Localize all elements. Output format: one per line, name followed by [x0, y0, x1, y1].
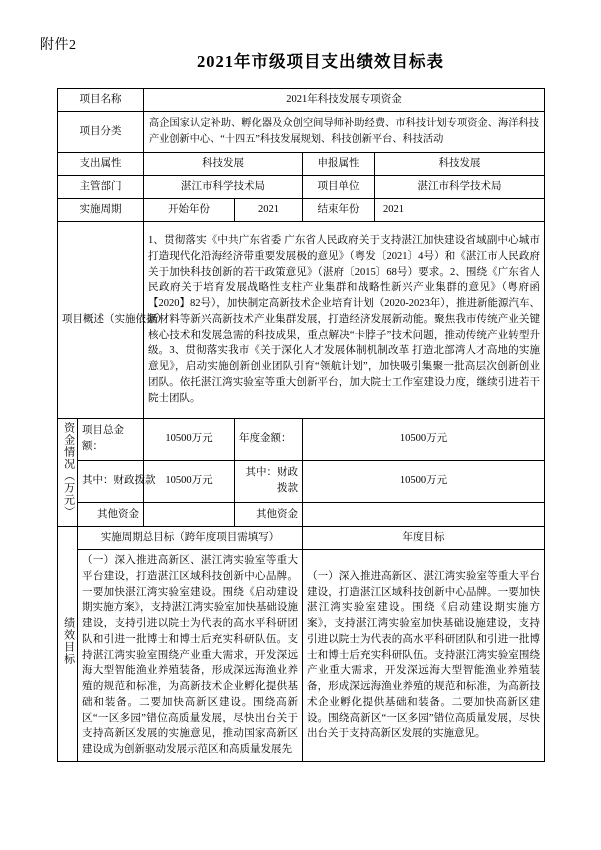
fiscal-allocation-label-right: 其中：财政拨款 — [235, 460, 303, 502]
period-total-goal-header: 实施周期总目标（跨年度项目需填写） — [78, 527, 303, 550]
other-funds-value-right — [303, 502, 545, 527]
start-year-value: 2021 — [235, 198, 303, 221]
other-funds-label-left: 其他资金 — [78, 502, 144, 527]
period-total-goal-value: （一）深入推进高新区、湛江湾实验室等重大平台建设，打造湛江区域科技创新中心品牌。一要加快湛江湾实验室建设。围绕《启动建设期实施方案》，支持湛江湾实验室加快基础设施建设，支持引进以院士为代表的高水平科研团队和引进一批博士和博士后充实科研队伍。支持湛江湾实验室围绕产业重大需求，开发深远海大型智能渔业养殖装备，形成深远海渔业养殖的规范和标准，为高新技术企业孵化提供基础和装备。二要加快高新区建设。围绕高新区“一区多园”错位高质量发展，尽快出台关于支持高新区发展的实施意见，推动国家高新区建设成为创新驱动发展示范区和高质量发展先 — [78, 550, 303, 762]
other-funds-value-left — [144, 502, 235, 527]
table-row-other-funds — [58, 502, 545, 527]
total-amount-label: 项目总金额： — [78, 418, 144, 460]
other-funds-label-right: 其他资金 — [235, 502, 303, 527]
project-category-value: 高企国家认定补助、孵化器及众创空间导师补助经费、市科技计划专项资金、海洋科技产业创新中心、“十四五”科技发展规划、科技创新平台、科技活动 — [144, 111, 545, 153]
page-title: 2021年市级项目支出绩效目标表 — [197, 52, 444, 71]
table-row-expenditure-attribute — [58, 153, 545, 176]
total-amount-value: 10500万元 — [144, 418, 235, 460]
fiscal-allocation-value-right: 10500万元 — [303, 460, 545, 502]
performance-side-label: 绩效目标 — [58, 527, 78, 762]
performance-target-table — [57, 88, 545, 762]
annual-amount-value: 10500万元 — [303, 418, 545, 460]
start-year-label: 开始年份 — [144, 198, 235, 221]
implementation-period-label: 实施周期 — [58, 198, 144, 221]
competent-department-value: 湛江市科学技术局 — [144, 176, 303, 199]
project-overview-label: 项目概述（实施依据） — [58, 221, 144, 418]
annual-goal-header: 年度目标 — [303, 527, 545, 550]
project-unit-value: 湛江市科学技术局 — [375, 176, 545, 199]
expenditure-attribute-label: 支出属性 — [58, 153, 144, 176]
end-year-value: 2021 — [375, 198, 545, 221]
fiscal-allocation-value-left: 10500万元 — [144, 460, 235, 502]
table-row-project-name — [58, 89, 545, 112]
annual-goal-value: （一）深入推进高新区、湛江湾实验室等重大平台建设，打造湛江区域科技创新中心品牌。一要加快湛江湾实验室建设。围绕《启动建设期实施方案》，支持湛江湾实验室加快基础设施建设，支持引进以院士为代表的高水平科研团队和引进一批博士和博士后充实科研队伍。支持湛江湾实验室围绕产业重大需求，开发深远海大型智能渔业养殖装备，形成深远海渔业养殖的规范和标准，为高新技术企业孵化提供基础和装备。二要加快高新区建设。围绕高新区“一区多园”错位高质量发展，尽快出台关于支持高新区发展的实施意见。 — [303, 550, 545, 762]
table-row-project-category — [58, 111, 545, 153]
competent-department-label: 主管部门 — [58, 176, 144, 199]
table-row-competent-department — [58, 176, 545, 199]
table-row-fiscal-allocation — [58, 460, 545, 502]
project-unit-label: 项目单位 — [303, 176, 375, 199]
table-row-implementation-period — [58, 198, 545, 221]
expenditure-attribute-value: 科技发展 — [144, 153, 303, 176]
table-row-project-overview — [58, 221, 545, 418]
project-name-value: 2021年科技发展专项资金 — [144, 89, 545, 112]
project-name-label: 项目名称 — [58, 89, 144, 112]
table-row-total-amount — [58, 418, 545, 460]
declaration-attribute-label: 申报属性 — [303, 153, 375, 176]
project-category-label: 项目分类 — [58, 111, 144, 153]
declaration-attribute-value: 科技发展 — [375, 153, 545, 176]
annual-amount-label: 年度金额： — [235, 418, 303, 460]
table-row-goal-bodies — [58, 550, 545, 762]
end-year-label: 结束年份 — [303, 198, 375, 221]
table-row-goal-headers — [58, 527, 545, 550]
funding-side-label: 资金情况（万元） — [58, 418, 78, 527]
project-overview-value: 1、贯彻落实《中共广东省委 广东省人民政府关于支持湛江加快建设省域副中心城市打造现代化沿海经济带重要发展极的意见》（粤发〔2021〕4号）和《湛江市人民政府关于加快科技创新的若干政策意见》（湛府〔2015〕68号）要求。2、围绕《广东省人民政府关于培育发展战略性支柱产业集群和战略性新兴产业集群的意见》（粤府函【2020】82号），加快制定高新技术企业培育计划（2020-2023年），推进新能源汽车、新材料等新兴高新技术产业集群发展，打造经济发展新动能。聚焦我市传统产业关键核心技术和发展急需的科技成果，重点解决“卡脖子”技术问题，推动传统产业转型升级。3、贯彻落实我市《关于深化人才发展体制机制改革 打造北部湾人才高地的实施意见》，启动实施创新创业团队引育“领航计划”，加快吸引集聚一批高层次创新创业团队。依托湛江湾实验室等重大创新平台，加大院士工作室建设力度，继续引进若干院士团队。 — [144, 221, 545, 418]
attachment-number: 附件2 — [40, 38, 77, 53]
fiscal-allocation-label-left: 其中：财政拨款 — [78, 460, 144, 502]
